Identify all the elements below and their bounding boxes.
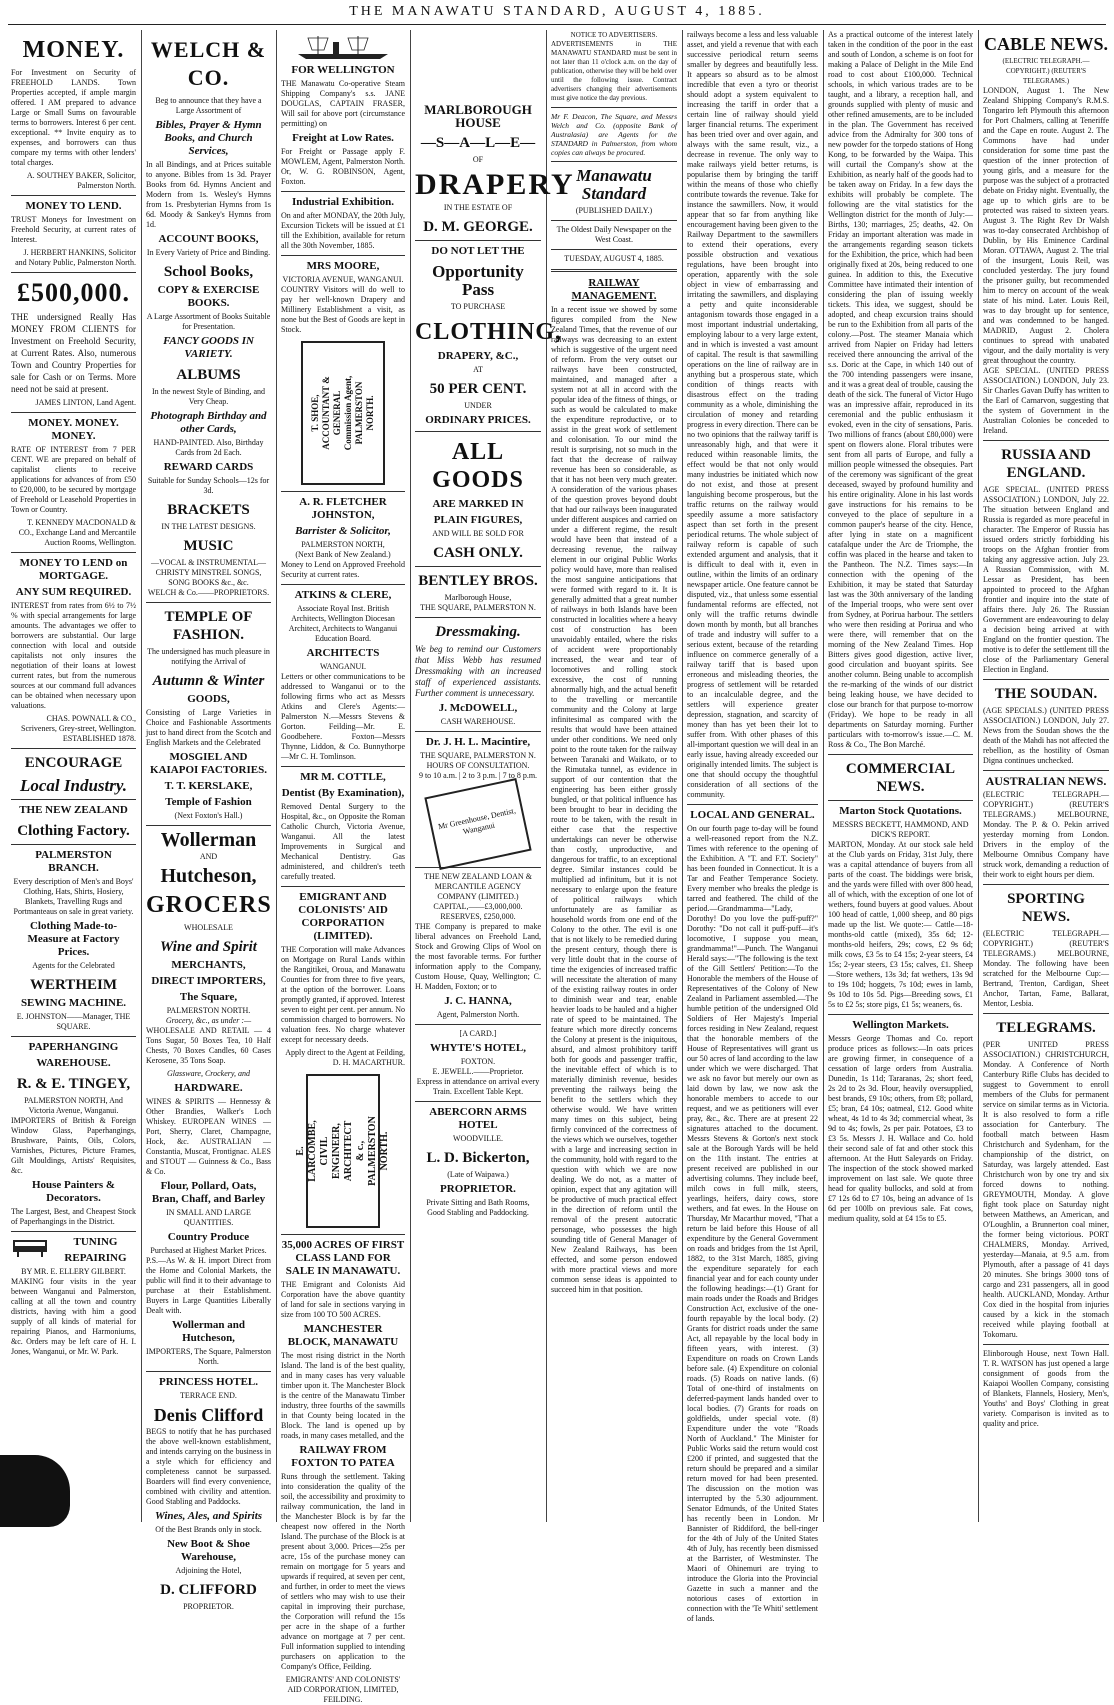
clifford-heading: Denis Clifford xyxy=(153,1405,264,1425)
marton-sub: MESSRS BECKETT, HAMMOND, AND DICK'S REPORT. xyxy=(832,820,969,839)
cash-heading: CASH ONLY. xyxy=(433,545,523,561)
australian-body: (ELECTRIC TELEGRAPH.—COPYRIGHT.) (REUTER'S TELEGRAMS.) MELBOURNE, Monday. The P. & O. Pekin arrived yesterday morning from London. Drivers in the employ of the Melbourne Omnibus Company have struck work, demanding a reduction of their work to eight hours per diem. xyxy=(983,790,1109,879)
tingey-body: IMPORTERS of British & Foreign Window Glass, Paperhangings, Brushware, Paints, Oils, Colors, Varnishes, Pictures, Picture Frames, Gilt Mouldings, Artists' Requisites, &c. xyxy=(11,1116,136,1175)
atkins-city: WANGANUI. xyxy=(320,662,366,671)
plain-heading: PLAIN FIGURES, xyxy=(433,514,523,526)
terrace-text: TERRACE END. xyxy=(180,1391,237,1400)
steamship-icon xyxy=(288,34,398,60)
wine-heading: Wine and Spirit xyxy=(160,939,257,955)
500000-heading: £500,000. xyxy=(17,278,130,307)
sporting-heading: SPORTING NEWS. xyxy=(1007,891,1085,925)
notice-heading: NOTICE TO ADVERTISERS. xyxy=(570,31,658,39)
sold-text: AND WILL BE SOLD FOR xyxy=(432,529,524,538)
merchants-heading: MERCHANTS, xyxy=(171,959,246,971)
practical-body: As a practical outcome of the interest lately taken in the condition of the poor in the east and south of London, a scheme is on foot for making a Palace of Delight in the Mile End road to cost about £100,000. Technical schools, in which various trades are to be taught, and a library, a reception hall, and grounds supplied with plenty of music and other refined amusements, are to be included in the plan. The Government has received advice from the Admiralty for 300 tons of new powder for the torpedo stations of Hong Kong, to be forwarded by the Waipa. This will curtail the Company's show at the Exhibition, as nearly half of the goods had to be taken away on Friday. In a few days the exhibits will probably be complete. The following are the vital statistics for the Wellington district for the month of July:—Births, 130; marriages, 25; deaths, 42. On Friday an important alteration was made in the arrangements regarding season tickets for the Exhibition, the price, which had been originally fixed at 20s, being reduced to one guinea. In addition to this, the Executive Committee have intimated their intention of considering the plan of issuing weekly tickets. This idea, we suggest, should be adopted, and cheap excursion trains should be run to the Exhibition from all parts of the colony.—Post. The steamer Manaia which arrived from Napier on Friday had letters received there announcing the arrival of the s.s. Doric at the Cape, in which 140 out of the 700 intending passengers were insane, and it was a great deal of trouble, causing the death of the sick. The funeral of Victor Hugo was an impressive affair, reproduced in its ceremonial and the public enthusiasm it evoked, even in the city of sensations, Paris. Two millions of francs (about £80,000) were spent on flowers alone. Floral tributes were sent from all parts of Europe, and fully a million people witnessed the obsequies. Part of the ceremony was significant of the great deceased, swayed by profound humility and his entire originality. Alone in his last words gave instructions for his remains to be conveyed to the place of sepulture in a common pauper's hearse of the city. Hence, after lying in state on a magnificent catafalque under the Arc de Triomphe, the coffin was placed in the hearse and taken to the Pantheon. The N.Z. Times says:—In connection with the opening of the Exhibition, it may be stated that Saturday last was the 30th anniversary of the landing of the Imperial troops, who were sent over from Sydney, at Porirua harbour. The settlers who were then residing at Porirua and who were there, will remember that on the morning of the New Zealand Times. Hop Bitters gives good digestion, active liver, good circulation and buoyant spirits. See another column. Being unable to accomplish the re-marking of the winds of our district being leaking house, we have decided to close our branch for that purpose to-morrow (Friday). We hope to be ready in all departments on Saturday morning. Further particulars with to-morrow's issue.—C. M. Ross & Co., The Bon Marché. xyxy=(828,30,973,749)
bentley-sub: Marlborough House, xyxy=(444,593,512,602)
estate-text: IN THE ESTATE OF xyxy=(443,203,513,212)
square-heading: The Square, xyxy=(179,991,238,1003)
nz-heading: THE NEW ZEALAND xyxy=(19,804,128,816)
lend-signature: J. HERBERT HANKINS, Solicitor and Notary Public, Palmerston North. xyxy=(15,248,136,267)
of-text: OF xyxy=(472,155,484,164)
freight-body: For Freight or Passage apply F. MOWLEM, Agent, Palmerston North. Or, W. G. ROBINSON, Agent, Foxton. xyxy=(281,147,405,186)
column-4 xyxy=(410,30,575,1520)
boot-sub: Adjoining the Hotel, xyxy=(175,1566,242,1575)
mcdowell-heading: J. McDOWELL, xyxy=(438,702,518,714)
fletcher-sub-3: (Next Bank of New Zealand.) xyxy=(295,550,391,559)
wollerman-signature: Wollerman and Hutcheson, xyxy=(171,1319,246,1344)
present-body: A Large Assortment of Books Suitable for Presentation. xyxy=(146,312,271,331)
tingey-heading: R. & E. TINGEY, xyxy=(16,1076,131,1092)
albums-heading: ALBUMS xyxy=(176,367,241,383)
money-body: For Investment on Security of FREEHOLD LANDS. Town Properties accepted, if ample margin offered. I AM prepared to advance Large or Small Sums on favourable terms to borrowers. Interest 6 per cent. exceptional. ** Invite enquiry as to expenses, and borrowers can thus compare my terms with other lenders' total charges. xyxy=(11,68,136,167)
macdonald-signature: T. KENNEDY MACDONALD & CO., Exchange Land and Mercantile Auction Rooms, Wellington. xyxy=(18,518,136,547)
welch-body: Beg to announce that they have a Large Assortment of xyxy=(155,96,262,115)
soudan-heading: THE SOUDAN. xyxy=(994,686,1098,702)
railway-article-body: In a recent issue we showed by some figures compiled from the New Zealand Times, that the revenue of our railways was decreasing to an extent which is suggestive of the urgent need of reform. From the very outset our railways have been constructed, maintained, and managed after a system not at all in accord with the popular idea of the fitness of things, or such as would be calculated to make the expenditure reproductive, or to assist in the great work of settlement and colonisation. To our mind the result is surprising, not so much in the fact that the decrease of railway revenue has been so considerable, as that it has not been very much greater. A consideration of the various phases of the question proves beyond doubt that had our railways been inaugurated under different auspices and carried on under a different regime, the result would have been that instead of a decreasing revenue, the railway element in our original Public Works policy would have, more than realised the most sanguine anticipations that were formed with regard to it. It is generally admitted that a great number of railways in both Islands have been constructed in localities where a heavy cost of construction has been unavoidably entailed, where the risks of accident were proportionably increased, the wear and tear of locomotives and rolling stock excessive, the cost of running abnormally high, and the actual benefit to the travelling or mercantile community and the Colony at large infinitesimal as compared with the results that would have been attained under other conditions. We need only point to the route taken for the railway between Taranaki and Waikato, or to the Rimutaka tunnel, as evidence in support of our contention that the engineering has been either grossly bungled, or that political influence has been brought to bear in deciding the route to be taken, with the result in either case that the respective undertakings can never be otherwise than costly, unproductive, and dangerous for traffic, to an exceptional degree. Similar instances could be multiplied ad infinitum, but it is not necessary to enlarge upon the feature of political railways which unfortunately are as familiar as household words from one end of the Colony to the other. The evil is one that is not likely to be remedied during the present century, though there is very little doubt that in the course of time the exigencies of increased traffic will necessitate the alteration of many of the existing railway routes in order to diminish wear and tear, enable heavier loads to be hauled and a higher rate of speed to be maintained. The feature which more directly concerns the Colony at present is the iniquitous, absurd, and almost prohibitory tariff both for goods and passenger traffic, the inevitable effect of which is to materially diminish revenue, besides preventing the railways being the benefit to the settlers which they otherwise would. We have written many times on this subject, being firmly convinced of the correctness of the views which we ourselves, together with a large and increasing section in the community, hold with regard to the question with which we are now dealing. We do not, as a matter of opinion, expect that any agitation will be productive of much practical effect in the direction of reform until the removal of the present autocratic personage, who possesses the high sounding title of General Manager of New Zealand Railways, has been effected, and some person endowed with more practical views and more common sense ideas is appointed to succeed him in that position. xyxy=(551,305,677,1294)
wholesale-text: WHOLESALE xyxy=(184,923,233,932)
brackets-heading: BRACKETS xyxy=(167,502,250,518)
gilbert-body: MAKING four visits in the year between Wanganui and Palmerston, calling at all the town and country districts, having with him a good supply of all kinds of material for repairing Pianos, and Harmoniums, &c. Orders may be left care of H. I. Jones, Wanganui, or Mr. W. Park. xyxy=(11,1277,136,1356)
emigrant-body: THE Corporation will make Advances on Mortgage on Rural Lands within the Rangitikei, Oroua, and Manawatu Counties for from three to five years, at the option of the borrower. Loans promptly granted, if approved. Interest seven to eight per cent. per annum. No commission charged to borrowers. No valuation fees. No charge whatever except for necessary deeds. xyxy=(281,945,405,1044)
allgoods-heading: ALL GOODS xyxy=(432,439,524,493)
500000-body: THE undersigned Really Has MONEY FROM CLIENTS for Investment on Freehold Security, at Current Rates. Also, numerous Town and Country Properties for sale for Cash or on Terms. More need not be said at present. xyxy=(11,312,136,394)
mcdowell-sub: CASH WAREHOUSE. xyxy=(440,717,516,726)
george-heading: D. M. GEORGE. xyxy=(423,219,533,235)
acres-heading: 35,000 ACRES OF FIRST CLASS LAND FOR SALE IN MANAWATU. xyxy=(281,1239,405,1277)
anysum-heading: ANY SUM REQUIRED. xyxy=(15,586,132,598)
clothing-heading: CLOTHING, xyxy=(415,319,563,345)
hutcheson-heading: Hutcheson, xyxy=(160,865,257,887)
shoe-box: T. SHOE, ACCOUNTANT & GENERAL Commission Agent, PALMERSTON NORTH. xyxy=(301,341,385,485)
local-body: On our fourth page to-day will be found a well-reasoned report from the N.Z. Times with reference to the opening of the Exhibition. A "T. and F.T. Society" has been founded in Connecticut. It is a Tar and Feather Temperance Society. Every member who breaks the pledge is tarred and feathered. The child of the period.—Grandmamma—"Lady, Dorothy! Do you love the puff-puff?" Dorothy: "Do not call it puff-puff—it's locomotive, I suppose you mean, grandmamma!"—Punch. The Wanganui Herald says:—"The following is the text of the Gill Settlers' Petition:—To the Honorable the members of the House of Representatives of the Colony of New Zealand in Parliament assembled.—The humble petition of the undersigned Old Soldiers of Her Majesty's Imperial forces residing in New Zealand, request that the honorable members of the House of Representatives will grant us our 50 acres of land according to the law under which we were discharged. That we ask no favor but merely our own as laid down by law, we now ask the honorable members to accede to our request, and we as petitioners will ever pray, &c., &c. There are at present 22 signatures attached to the document. Messrs Stevens & Gorton's next stock sale at the Borough Yards will be held on the 11th instant. The entries at present received are published in our advertising columns. They include beef, milch cows in full milk, steers, yearlings, heifers, dairy cows, store wethers, and fat ewes. In the House on Thursday, Mr Macarthur moved, "That a return be laid before this House of all expenditure by the General Government on roads and bridges from the 1st April, 1882, to the 31st March, 1885, giving the expenditure separately for each financial year and for each county under the following headings:—(1) Grant for main roads under the Roads and Bridges Construction Act, exclusive of the one-fourth repayable by the local body. (2) Grants for district roads under the same Act, all repayable by the local body in fifteen years, with interest. (3) Expenditure on roads on Crown Lands before sale. (4) Expenditure on colonial roads. (5) Roads on native lands. (6) Total of one-third of instalments on deferred-payment lands handed over to local bodies. (7) Grants for roads on goldfields, under special vote. (8) Expenditure under the vote "Roads North of Auckland." The Minister for Public Works said the return would cost £200 if printed, and suggested that the return should be prepared and a similar return moved for had been presented. The discussion on the motion was interrupted by the 5.30 adjournment. Senator Edmunds, of the United States has recently been in London. Mr Bannister of Riddiford, the bell-ringer for the 4th of July of the United States 4th of July, has recently been dismissed at the Barrister, of Westminster. The Maori of Ohinemuri are trying to introduce the Gloria into the Provincial Gazette in such a manner and the notorious cases of extortion in connection with the 'Te Whiti' settlement of lands. xyxy=(687,824,818,1623)
temple-body: The undersigned has much pleasure in notifying the Arrival of xyxy=(147,647,270,666)
repairing-heading: REPAIRING xyxy=(64,1252,127,1264)
ship-body: THE Manawatu Co-operative Steam Shipping Company's s.s. JANE DOUGLAS, CAPTAIN FRASER, Will sail for above port (circumstance permitting) on xyxy=(281,79,405,128)
warehouse-heading: WAREHOUSE. xyxy=(36,1057,111,1069)
hardware-heading: HARDWARE. xyxy=(174,1082,243,1094)
column-7 xyxy=(823,30,978,1520)
prop-heading: PROPRIETOR. xyxy=(440,1183,516,1195)
oldest-text: The Oldest Daily Newspaper on the West Coast. xyxy=(556,225,672,244)
jewell-text: E. JEWELL.——Proprietor. xyxy=(432,1067,524,1076)
wellington-markets-heading: Wellington Markets. xyxy=(852,1019,949,1031)
purchase-text: TO PURCHASE xyxy=(450,302,506,311)
abercorn-heading: ABERCORN ARMS HOTEL xyxy=(429,1106,527,1131)
telegrams-body: (PER UNITED PRESS ASSOCIATION.) CHRISTCHURCH, Monday. A Conference of North Canterbury Rifle Clubs has decided to suggest to Government to enroll members of the Clubs for permanent service on similar terms as in Victoria. It is also resolved to form a rifle association for Canterbury. The football match between Hasm Christchurch and Sydenham, for the championship of the district, on Saturday, was largely attended. East Christchurch won by one try and six forced downs to nothing. GREYMOUTH, Monday. A glove fight took place on Saturday night between Matthews, an American, and O'Loughlin, a Brunnerton coal miner, the former being victorious. PORT CHALMERS, Monday. Arrived, yesterday—Manaia, at 9.5 a.m. from Plymouth, after a passage of 41 days 20 minutes. She brings 3000 tons of cargo and 231 passengers, all in good health. AUCKLAND, Monday. Arthur Cox died in the hospital from injuries caused by a kick in the stomach received while playing football at Tokomaru. xyxy=(983,1040,1109,1339)
fletcher-sub-2: PALMERSTON NORTH, xyxy=(301,540,385,549)
loan-heading: THE NEW ZEALAND LOAN & MERCANTILE AGENCY COMPANY (LIMITED.) xyxy=(424,872,532,901)
woodville-text: WOODVILLE. xyxy=(453,1134,503,1143)
grocery-list: WHOLESALE AND RETAIL — 4 Tons Sugar, 50 Boxes Tea, 10 Half Chests, 70 Boxes Candles, 60 Cases Kerosene, 35 Tons Soap. xyxy=(146,1026,271,1065)
kerslake-sub: Temple of Fashion xyxy=(165,796,252,808)
mmm-body: RATE OF INTEREST from 7 PER CENT. WE are prepared on behalf of capitalist clients to receive applications for advances of from £50 to £20,000, to be secured by mortgage of Freehold or Leasehold Properties in Town or Country. xyxy=(11,445,136,514)
bentley-heading: BENTLEY BROS. xyxy=(418,573,538,589)
mortgage-heading: MONEY TO LEND on MORTGAGE. xyxy=(19,557,128,582)
goods-heading: GOODS, xyxy=(187,693,230,705)
notice-body: ADVERTISEMENTS in THE MANAWATU STANDARD must be sent in not later than 11 o'clock a.m. on the day of publication, otherwise they will be held over until the following issue. Contract advertisers changing their advertisements must give notice the day previous. xyxy=(551,40,677,102)
railway-article-continued: railways become a less and less valuable asset, and yield a revenue that with each successive periodical return seems smaller by degrees and beautifully less. It appears so absurd as to be almost incredible that even a tyro or theorist should adopt a system equivalent to increasing the tariff in order that a certain line of railway should yield larger financial returns. The experiment has been tried over and over again, and always with the same result, viz., a decrease in revenue. The only way to make railways yield better returns, is popularise them by bringing the tariff within the means of those who chiefly contribute towards the revenue. Take for instance the sawmillers. Now, it would appear that so far from anything like encouragement having been given to the Railway Department to the sawmillers to extend their operations, every possible obstruction and vexatious regulations, have been brought into operation, apparently with the sole object in view of embarrassing and irritating the sawmillers, and displaying a petty and quite inconsiderable antagonism towards those engaged in a most important industrial undertaking, employing labour to a very large extent, and in which is invested a vast amount of capital. The result is that sawmilling operations on the line of railway are in anything but a prosperous state, which condition of things reacts with disastrous effect on the trading community as a whole, diminishing the circulation of money and retarding progress in every direction. There can be no two opinions that the railway tariff is unreasonably high, and that were it reduced within reasonable limits, the effect would be that not only would many industries be initiated which now do not exist, and those at present languishing become prosperous, but the traffic returns on the railway would speedily assume a more satisfactory aspect than set forth in the present periodical returns. The whole subject of railway reform is capable of such extended argument and analysis, that it is difficult to deal with it, even in outline, within the limits of an ordinary newspaper article. One feature cannot be disputed, viz., that unless some essential fundamental reforms are effected, not only will the traffic returns dwindle down month by month, but all branches of trade and industry will suffer to a serious extent, because of the retarding influence on commerce generally of a railway tariff that is based upon erroneous and misleading theories, the progress of settlement will be retarded to an incalculable degree, and the settlers will experience greater depression, stagnation, and scarcity of money than has yet been their lot to suffer from. With other phases of this all-important question we will deal in an early issue, having already exceeded our originally intended limits. The subject is one that should occupy the thoughtful consideration of all sections of the community. xyxy=(687,30,818,799)
proprietor-text: PROPRIETOR. xyxy=(183,1602,234,1611)
branch-body: Every description of Men's and Boys' Clothing, Hats, Shirts, Hosiery, Blankets, Travelling Rugs and Portmanteaus on sale in great variety. xyxy=(13,877,134,916)
brackets-sub: IN THE LATEST DESIGNS. xyxy=(161,522,256,531)
atkins-heading: ATKINS & CLERE, xyxy=(294,589,392,601)
welch-signature: WELCH & Co.——PROPRIETORS. xyxy=(147,588,270,597)
sporting-body: (ELECTRIC TELEGRAPH.—COPYRIGHT.) (REUTER'S TELEGRAMS.) MELBOURNE, Monday. The following have been scratched for the Melbourne Cup:—Bertrand, Trenton, Cardigan, Sheet Anchor, Tartan, Fame, Ballarat, Mentor, Lesbia. xyxy=(983,929,1109,1008)
cable-body: LONDON, August 1. The New Zealand Shipping Company's R.M.S. Tongariro left Plymouth this afternoon for Port Chalmers, calling at Teneriffe and the Cape en route. August 2. The Commons have had under consideration for some time past the question of the inner protection of young girls, and a measure for the purpose was the subject of a protracted debate on Friday night. Eventually, the age up to which girls are to be protected was raised to sixteen years. August 3. The Right Rev Dr Walsh was to-day consecrated Archbishop of Dublin, by His Eminence Cardinal Moran. OTTAWA, August 2. The trial of the insurgent, Louis Reil, was concluded yesterday. The jury found the prisoner guilty, but recommended him to mercy on account of the weak state of his mind. Later. Louis Reil, was to day brought up for sentence, and was condemned to be hanged. MADRID, August 2. Cholera continues to spread with unabated vigour, and the daily mortality is very great throughout the country. xyxy=(983,86,1109,365)
column-3 xyxy=(276,30,410,1704)
column-2 xyxy=(141,30,276,1611)
wollerman-signature-2: IMPORTERS, The Square, Palmerston North. xyxy=(146,1347,271,1366)
column-1 xyxy=(6,30,141,1520)
column-6 xyxy=(682,30,823,1623)
local-heading: LOCAL AND GENERAL. xyxy=(690,809,815,821)
country-heading: Country Produce xyxy=(167,1231,250,1243)
copy-heading: COPY & EXERCISE BOOKS. xyxy=(157,284,260,309)
acres-body: THE Emigrant and Colonists Aid Corporation have the above quantity of land for sale in sections varying in size from 100 TO 500 ACRES. xyxy=(281,1280,405,1319)
larcombe-box: E. LARCOMBE, CIVIL ENGINEER, ARCHITECT & c., PALMERSTON NORTH. xyxy=(306,1074,380,1228)
masthead: THE MANAWATU STANDARD, AUGUST 4, 1885. xyxy=(349,4,765,19)
reward-heading: REWARD CARDS xyxy=(163,461,254,473)
gilbert-heading: BY MR. E. ELLERY GILBERT. xyxy=(21,1267,126,1276)
sale-heading: —S—A—L—E— xyxy=(420,135,536,151)
tuning-heading: TUNING xyxy=(73,1236,118,1248)
marton-heading: Marton Stock Quotations. xyxy=(839,805,962,817)
palm-text: PALMERSTON NORTH. xyxy=(166,1006,251,1015)
glass-heading: Glassware, Crockery, and xyxy=(167,1069,250,1078)
pownall-signature: CHAS. POWNALL & CO., Scriveners, Grey-street, Wellington. ESTABLISHED 1878. xyxy=(21,714,136,743)
wines-ales-sub: Of the Best Brands only in stock. xyxy=(155,1525,262,1534)
and-text: AND xyxy=(199,852,218,861)
linton-signature: JAMES LINTON, Land Agent. xyxy=(35,398,136,407)
at-text: AT xyxy=(473,365,483,374)
drapery-heading: DRAPERY xyxy=(415,168,575,201)
marked-heading: ARE MARKED IN xyxy=(432,498,524,510)
architects-heading: ARCHITECTS xyxy=(306,647,380,659)
card-text: [A CARD.] xyxy=(459,1029,497,1038)
welch-heading: WELCH & CO. xyxy=(150,37,267,90)
atkins-body: Letters or other communications to be addressed to Wanganui or to the following firms who act as Messrs Atkins and Clere's Agents:— Palmerston N.—Messrs Stevens & Gorton. Feilding—Mr. E. Goodbehere. Foxton—Messrs Thynne, Liddon, & Co. Bunnythorpe—Mr C. H. Tomlinson. xyxy=(281,672,405,761)
under-text: UNDER xyxy=(464,401,492,410)
cottle-heading: MR M. COTTLE, xyxy=(300,771,386,783)
wellington-markets-body: Messrs George Thomas and Co. report produce prices as follows:—In oats prices are growing firmer, in consequence of a cessation of large orders from Australia. Dunedin, 1s 11d; Tararanas, 2s; short feed, 2s 2d to 2s 3d. Flour, heavily oversupplied, best brands, £9 10s; others, from £8; pollard, £5; bran, £4 10s; oatmeal, £12. Good white wheat, 4s 1d to 4s 3d; commercial wheat, 3s 9d to 4s; fowls, 2s per pair. Potatoes, £3 to £3 5s. Messrs J. H. Wallace and Co. hold their second sale of fat and other stock this afternoon. At the Hutt Saleyards on Friday. The inspection of the stock showed marked improvement on last sale. We quote three head for quality bullocks, and sold at from £7 12s 6d to £7 10s, being an advance of 1s 6d per 100lb on previous sale. Fat cows, medium quality, sold at £4 15s to £5. xyxy=(828,1034,973,1223)
grocers-heading: GROCERS xyxy=(146,892,272,918)
column-8 xyxy=(978,30,1114,1520)
atkins-sub: Associate Royal Inst. British Architects, Wellington Diocesan Architect, Architects to Wanganui Education Board. xyxy=(288,604,398,643)
wines-ales-heading: Wines, Ales, and Spirits xyxy=(154,1510,263,1522)
doctor-heading: Dr. J. H. L. Macintire, xyxy=(425,736,531,748)
manchester-heading: MANCHESTER BLOCK, MANAWATU xyxy=(287,1323,399,1348)
drapery-2-heading: DRAPERY, &C., xyxy=(437,350,519,362)
sewing-heading: SEWING MACHINE. xyxy=(20,997,127,1009)
age-special: AGE SPECIAL. (UNITED PRESS ASSOCIATION.) LONDON, July 23. Sir Charles Gavan Duffy has written to the Earl of Carnarvon, suggesting that the system of Government in the Australian Colonies be conceded to Ireland. xyxy=(983,366,1109,435)
fletcher-sub: Barrister & Solicitor, xyxy=(295,525,391,537)
hanna-sub: Agent, Palmerston North. xyxy=(436,1010,520,1019)
photo-heading: Photograph Birthday and other Cards, xyxy=(150,410,267,435)
decorators-body: The Largest, Best, and Cheapest Stock of Paperhangings in the District. xyxy=(11,1207,136,1226)
newspaper-title: Manawatu Standard xyxy=(576,166,652,203)
railway-body: Runs through the settlement. Taking into consideration the quality of the soil, the accessibility and proximity to railway communication, the land in the Manchester Block is by far the cheapest now offered in the North Island. The purchase of the Block is at present about 3,000. Prices—25s per acre, 15s of the purchase money can remain on mortgage for 5 years and upwards if required, at seven per cent, and further, in order to meet the views of settlers who may wish to use their capital in improving their purchase, the Corporation will refund the 15s per acre in the shape of a further advance on mortgage at 7 per cent. Full information supplied to intending purchasers on application to the Company's Office, Feilding. xyxy=(281,1472,405,1671)
manager-text: E. JOHNSTON——Manager, THE SQUARE. xyxy=(16,1012,131,1031)
soudan-body: (AGE SPECIALS.) (UNITED PRESS ASSOCIATION.) LONDON, July 27. News from the Soudan shows the the death of the Mahdi has not affected the rebellion, as the hostility of Osman Digna continues unchecked. xyxy=(983,706,1109,765)
account-heading: ACCOUNT BOOKS, xyxy=(158,233,259,245)
kerslake-heading: T. T. KERSLAKE, xyxy=(164,780,253,792)
dentist-heading: Dentist (By Examination), xyxy=(281,787,405,799)
marton-body: MARTON, Monday. At our stock sale held at the Club yards on Friday, 31st July, there was a capital attendance of buyers from all parts of the coast. The biddings were brisk, and the yards were filled with over 800 head, all of which, with the exception of one lot of wethers, found buyers at good values. About 100 head of cattle, 1,000 sheep, and 80 pigs made up the list. We quote:— Cattle—18-months-old cattle (mixed), 35s 6d; 12-months-old heifers, 29s; cows, £2 9s 6d; milk cows, £3 5s to £4 15s; 2-year steers, £4 15s; 2-year steers, £3 15s; calves, £1. Sheep—Store wethers, 13s 3d; fat wethers, 13s 9d to 19s 10d; hoggets, 7s 10d; ewes in lamb, 9s 10d to 10s 5d. Pigs—Breeding sows, £1 5s to £2 5s; store pigs, £1 5s; weaners, 6s. xyxy=(828,840,973,1009)
dress-body: We beg to remind our Customers that Miss Webb has resumed Dressmaking with an increased staff of experienced assistants. Further comment is unnecessary. xyxy=(415,644,541,698)
flour-sub: IN SMALL AND LARGE QUANTITIES. xyxy=(166,1208,251,1227)
clifford-signature: D. CLIFFORD xyxy=(160,1582,257,1598)
foxton-text: FOXTON. xyxy=(460,1057,496,1066)
princess-heading: PRINCESS HOTEL. xyxy=(158,1376,259,1388)
doctor-sub: THE SQUARE, PALMERSTON N. xyxy=(420,751,536,760)
loan-body: THE Company is prepared to make liberal advances on Freehold Land, Stock and Growing Clips of Wool on the most favorable terms. For further information apply to the Company, Custom House, Quay, Wellington; C. H. Madden, Foxton; or to xyxy=(415,922,541,991)
fancy-heading: FANCY GOODS IN VARIETY. xyxy=(163,335,254,360)
dress-heading: Dressmaking. xyxy=(435,624,521,640)
hours-list: 9 to 10 a.m. | 2 to 3 p.m. | 7 to 8 p.m. xyxy=(418,771,538,780)
express-text: Express in attendance on arrival every Train. Excellent Table Kept. xyxy=(416,1077,540,1096)
masthead-rule xyxy=(8,24,1106,25)
account-body: In Every Variety of Price and Binding. xyxy=(146,248,271,257)
australian-heading: AUSTRALIAN NEWS. xyxy=(985,774,1107,788)
percent-heading: 50 PER CENT. xyxy=(429,381,527,397)
reserves-text: RESERVES, £250,000. xyxy=(440,912,516,921)
lend-body: TRUST Moneys for Investment on Freehold Security, at current rates of Interest. xyxy=(11,215,136,244)
railway-article-heading: RAILWAY MANAGEMENT. xyxy=(571,277,657,302)
column-5 xyxy=(546,30,682,1520)
welch-body-2: In all Bindings, and at Prices suitable to anyone. Bibles from 1s 3d. Prayer Books from 6d. Hymns Ancient and Modern from 1s. Wesley's Hymns from 1s. Presbyterian Hymns from 1s 6d. Moody & Sankey's Hymns from 1d. xyxy=(146,160,271,229)
school-heading: School Books, xyxy=(163,264,254,280)
temple-body-2: Consisting of Large Varieties in Choice and Fashionable Assortments just to hand direct from the Scotch and English Markets and the Celebrated xyxy=(146,708,271,747)
decorators-heading: House Painters & Decorators. xyxy=(31,1179,116,1204)
commercial-heading: COMMERCIAL NEWS. xyxy=(845,761,956,795)
issue-date: TUESDAY, AUGUST 4, 1885. xyxy=(564,254,664,263)
hanna-heading: J. C. HANNA, xyxy=(444,995,512,1007)
direct-heading: DIRECT IMPORTERS, xyxy=(151,975,266,987)
industrial-body: On and after MONDAY, the 20th July, Excursion Tickets will be issued at £1 till the Exhibition, available for return all the 30th November, 1885. xyxy=(281,211,405,250)
kerslake-sub-2: (Next Foxton's Hall.) xyxy=(174,811,243,820)
wellington-heading: FOR WELLINGTON xyxy=(291,64,395,76)
late-text: (Late of Waipawa.) xyxy=(447,1170,509,1179)
clothing-factory-heading: Clothing Factory. xyxy=(17,823,130,839)
encourage-heading: ENCOURAGE xyxy=(24,755,123,771)
clifford-body: BEGS to notify that he has purchased the above well-known establishment, and intends carrying on the business in a style which for efficiency and completeness cannot be surpassed. Boarders will find every convenience, combined with civility and attention. Good Stabling and Paddocks. xyxy=(146,1427,271,1506)
telegrams-heading: TELEGRAMS. xyxy=(996,1020,1096,1036)
music-body: —VOCAL & INSTRUMENTAL— CHRISTY MINSTREL SONGS, SONG BOOKS &c., &c. xyxy=(150,558,267,587)
ordinary-heading: ORDINARY PRICES. xyxy=(425,414,531,426)
moore-heading: MRS MOORE, xyxy=(306,260,380,272)
russia-heading: RUSSIA AND ENGLAND. xyxy=(1001,447,1091,481)
cable-heading: CABLE NEWS. xyxy=(983,34,1109,54)
private-text: Private Sitting and Bath Rooms, xyxy=(426,1198,530,1207)
grocery-heading: Grocery, &c., as under :— xyxy=(165,1016,252,1025)
railway-heading: RAILWAY FROM FOXTON TO PATEA xyxy=(291,1444,395,1469)
wertheim-heading: WERTHEIM xyxy=(30,977,117,993)
whyte-heading: WHYTE'S HOTEL, xyxy=(430,1042,526,1054)
cable-sub: (ELECTRIC TELEGRAPH.—COPYRIGHT.) (REUTER'S TELEGRAMS.) xyxy=(1002,57,1090,85)
emigrant-heading: EMIGRANT AND COLONISTS' AID CORPORATION (LIMITED). xyxy=(298,891,388,942)
piano-icon xyxy=(11,1236,51,1258)
opportunity-heading: Opportunity Pass xyxy=(432,262,524,299)
emigrant-signature: Apply direct to the Agent at Feilding, D. H. MACARTHUR. xyxy=(285,1048,405,1067)
hours-heading: HOURS OF CONSULTATION. xyxy=(426,761,530,770)
music-heading: MUSIC xyxy=(183,538,234,554)
tingey-sub: PALMERSTON NORTH, And Victoria Avenue, Wanganui. xyxy=(24,1096,123,1115)
money-heading: MONEY. xyxy=(22,37,125,63)
paper-heading: PAPERHANGING xyxy=(28,1041,119,1053)
capital-text: CAPITAL,——£3,000,000. xyxy=(433,902,523,911)
moore-sub: VICTORIA AVENUE, WANGANUI. xyxy=(282,275,404,284)
bentley-sub-2: THE SQUARE, PALMERSTON N. xyxy=(420,603,536,612)
greenhouse-stamp: Mr Greenhouse, Dentist, Wanganui xyxy=(424,778,531,870)
mosgiel-heading: MOSGIEL AND KAIAPOI FACTORIES. xyxy=(150,751,267,776)
reward-body: Suitable for Sunday Schools—12s for 3d. xyxy=(147,476,270,495)
agents-text: Agents for the Celebrated xyxy=(32,961,115,970)
stabling-text: Good Stabling and Paddocking. xyxy=(427,1208,529,1217)
industrial-heading: Industrial Exhibition. xyxy=(291,196,395,208)
donot-heading: DO NOT LET THE xyxy=(431,245,525,257)
albums-body: In the newest Style of Binding, and Very Cheap. xyxy=(151,387,266,406)
published-text: (PUBLISHED DAILY.) xyxy=(575,206,653,215)
country-body: P.S.—As W. & H. import Direct from the Home and Colonial Markets, the public will find it to their advantage to purchase at their Establishment. Buyers in Large Quantities Liberally Dealt with. xyxy=(146,1256,271,1315)
bibles-heading: Bibles, Prayer & Hymn Books, and Church Services, xyxy=(155,119,262,157)
temple-heading: TEMPLE OF FASHION. xyxy=(164,609,253,643)
flour-heading: Flour, Pollard, Oats, Bran, Chaff, and Barley xyxy=(151,1180,266,1205)
wines-list: WINES & SPIRITS — Hennessy & Other Brandies, Walker's Loch Whiskey. EUROPEAN WINES — Port, Sherry, Claret, Champagne, Hock, &c. AUSTRALIAN — Constantia, Muscat, Frontignac. ALES and STOUT — Guinness & Co., Bass & Co. xyxy=(146,1097,271,1176)
agents-note: Mr F. Deacon, The Square, and Messrs Welch and Co. (opposite Bank of Australasia) are Agents for the STANDARD in Palmerston, from whom copies can always be procured. xyxy=(551,112,677,157)
emigrant-footer: EMIGRANTS' AND COLONISTS' AID CORPORATION, LIMITED, FEILDING. xyxy=(285,1675,401,1704)
fletcher-heading: A. R. FLETCHER JOHNSTON, xyxy=(299,496,387,521)
local-industry-heading: Local Industry. xyxy=(19,776,128,795)
fletcher-body: Money to Lend on Approved Freehold Security at current rates. xyxy=(281,560,405,579)
branch-heading: PALMERSTON BRANCH. xyxy=(35,849,112,874)
boot-heading: New Boot & Shoe Warehouse, xyxy=(167,1538,250,1563)
country-sub: Purchased at Highest Market Prices. xyxy=(150,1246,267,1255)
photo-body: HAND-PAINTED. Also, Birthday Cards from 2d Each. xyxy=(153,438,264,457)
lend-heading: MONEY TO LEND. xyxy=(25,200,122,212)
measure-heading: Clothing Made-to-Measure at Factory Prices. xyxy=(27,920,120,958)
bickerton-heading: L. D. Bickerton, xyxy=(426,1150,530,1166)
manchester-body: The most rising district in the North Island. The land is of the best quality, and in many cases has very valuable timber upon it. The Manchester Block is the centre of the Manawatu Timber industry, three fourths of the sawmills in that County being located in the Block. The land is opened up by roads, in many cases metalled, and the xyxy=(281,1351,405,1440)
mmm-heading: MONEY. MONEY. MONEY. xyxy=(28,417,119,442)
anysum-body: INTEREST from rates from 6½ to 7½ % with special arrangements for large amounts. The advantages we offer to borrowers are substantial. Our large connection with local and outside capitalists not only insures the negotiation of their loans at lowest current rates, but from the numerous sources at our command full advances can be obtained when necessary upon valuations. xyxy=(11,601,136,710)
russia-body: AGE SPECIAL. (UNITED PRESS ASSOCIATION.) LONDON, July 22. The situation between England and Russia is regarded as more peaceful in character. The Emperor of Russia has issued orders strictly forbidding his troops on the Afghan frontier from taking any aggressive action. July 23. A Russian Commission, with M. Lessar as President, has been appointed to proceed to the Afghan frontier and inquire into the state of affairs there. July 26. The Russian Government are endeavouring to delay a decision being arrived at with England on the frontier question. The motive is to defer the settlement till the close of the Parliamentary General Election in England. xyxy=(983,485,1109,674)
moore-body: COUNTRY Visitors will do well to pay her well-known Drapery and Millinery Establishment a visit, as none but the Best of Goods are kept in Stock. xyxy=(281,285,405,334)
freight-heading: Freight at Low Rates. xyxy=(292,132,394,144)
money-signature: A. SOUTHEY BAKER, Solicitor, Palmerston North. xyxy=(26,171,136,190)
wollerman-heading: Wollerman xyxy=(160,829,257,851)
marlborough-heading: MARLBOROUGH HOUSE xyxy=(424,102,532,130)
cottle-body: Removed Dental Surgery to the Hospital, &c., on Opposite the Roman Catholic Church, Victoria Avenue, Wanganui. All the latest Improvements in Surgical and Mechanical Dentistry. Gas administered, and children's teeth carefully treated. xyxy=(281,802,405,881)
elinborough-text: Elinborough House, next Town Hall. T. R. WATSON has just opened a large consignment of goods from the Kaiapoi Woollen Company, consisting of Blankets, Flannels, Hosiery, Men's, Youths' and Boys' Clothing in great variety. Comparison is invited as to quality and price. xyxy=(983,1349,1109,1428)
ink-blot xyxy=(0,1455,70,1527)
autumn-heading: Autumn & Winter xyxy=(152,673,265,689)
